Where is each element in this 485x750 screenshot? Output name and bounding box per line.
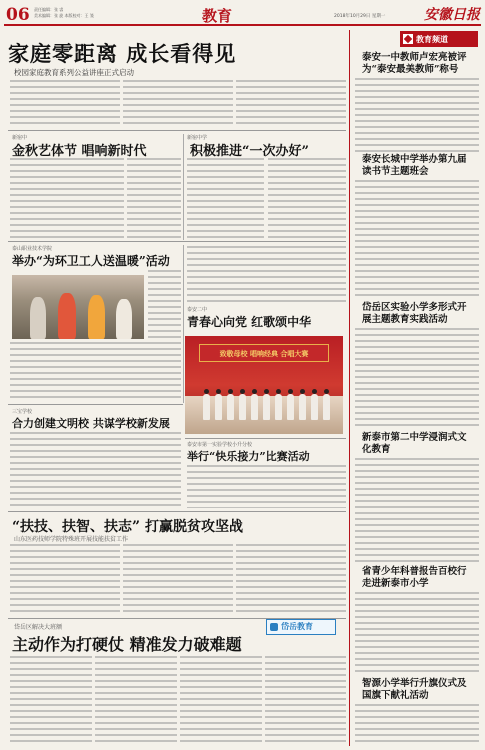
section-title: 教育	[202, 7, 233, 25]
article-kicker: 岱岳区解决大班额	[14, 624, 63, 631]
lead-body-col1	[10, 80, 120, 128]
article-kicker: 新宿中	[12, 135, 28, 141]
issue-date: 2018年10月29日 星期一	[334, 14, 386, 19]
page-number: 06	[6, 5, 30, 25]
article-headline: “扶技、扶智、扶志” 打赢脱贫攻坚战	[12, 519, 243, 535]
article-body	[187, 246, 346, 302]
article-headline: 金秋艺体节 唱响新时代	[12, 144, 147, 159]
column-rule	[183, 245, 184, 403]
divider	[8, 130, 346, 131]
divider	[8, 511, 346, 512]
stage-banner: 致敬母校 唱响经典 合唱大赛	[199, 344, 329, 362]
article-body	[236, 544, 346, 616]
divider	[8, 404, 183, 405]
article-headline: 青春心向党 红歌颂中华	[187, 315, 312, 329]
education-icon	[270, 623, 278, 631]
brief-body	[355, 180, 479, 300]
brief-body	[355, 704, 479, 746]
article-headline: 举行“快乐接力”比赛活动	[187, 450, 310, 463]
editor-line: 责任编辑：张 睿	[34, 7, 64, 12]
brief-headline: 泰安一中教师卢宏亮被评为“泰安最美教师”称号	[362, 52, 467, 75]
brief-headline: 泰安长城中学举办第九届读书节主题班会	[362, 154, 467, 177]
daiyue-education-logo	[266, 619, 336, 635]
lead-headline: 家庭零距离 成长看得见	[8, 41, 237, 66]
brief-body	[355, 328, 479, 428]
article-body	[10, 656, 92, 746]
editor-line: 美术编辑：张 旋 本版校对：王 笺	[34, 13, 94, 18]
lead-body-col3	[236, 80, 346, 128]
article-headline: 合力创建文明校 共谋学校新发展	[12, 417, 170, 430]
article-kicker: 新宿中学	[187, 135, 208, 141]
article-body	[187, 465, 346, 508]
brief-body	[355, 592, 479, 674]
lead-body-col2	[123, 80, 233, 128]
article-headline: 主动作为打硬仗 精准发力破难题	[12, 635, 242, 654]
divider	[8, 241, 346, 242]
article-body	[10, 342, 181, 402]
article-headline: 积极推进“一次办好”	[190, 144, 309, 159]
editors-credit	[34, 7, 124, 19]
brief-body	[355, 78, 479, 152]
lead-subhead: 校园家庭教育系列公益讲座正式启动	[14, 68, 134, 77]
channel-label: 教育频道	[416, 34, 448, 44]
channel-icon	[403, 34, 413, 44]
brief-body	[355, 458, 479, 562]
article-body	[123, 544, 233, 616]
logo-label: 岱岳教育	[281, 622, 313, 631]
article-body	[187, 158, 264, 238]
article-body	[10, 158, 124, 238]
article-kicker: 泰安市第一实验学校小升分校	[187, 442, 253, 448]
education-channel-logo	[400, 31, 478, 47]
photo-sanitation-workers	[12, 275, 144, 339]
article-body	[180, 656, 262, 746]
article-kicker: 山东医药技师学院特殊班开展技能扶贫工作	[14, 536, 129, 543]
article-body	[127, 158, 181, 238]
brief-headline: 省青少年科普报告百校行走进新泰市小学	[362, 566, 467, 589]
article-headline: 举办“为环卫工人送温暖”活动	[12, 254, 170, 268]
masthead	[4, 4, 481, 26]
article-body	[10, 544, 120, 616]
divider	[185, 438, 346, 439]
article-body	[10, 432, 181, 508]
article-body	[148, 270, 181, 340]
photo-choir-stage	[185, 336, 343, 434]
article-body	[95, 656, 177, 746]
brief-headline: 岱岳区实验小学多形式开展主题教育实践活动	[362, 302, 467, 325]
right-column-rule	[349, 30, 350, 746]
column-rule	[183, 134, 184, 240]
brief-headline: 智源小学举行升旗仪式及国旗下献礼活动	[362, 678, 467, 701]
article-body	[265, 656, 346, 746]
article-body	[268, 158, 346, 238]
brief-headline: 新泰市第二中学浸润式文化教育	[362, 432, 467, 455]
article-kicker: 三宝学校	[12, 409, 33, 415]
paper-logo: 安徽日报	[424, 7, 480, 23]
article-kicker: 泰山职业技术学院	[12, 246, 53, 252]
article-kicker: 泰安二中	[187, 307, 208, 313]
